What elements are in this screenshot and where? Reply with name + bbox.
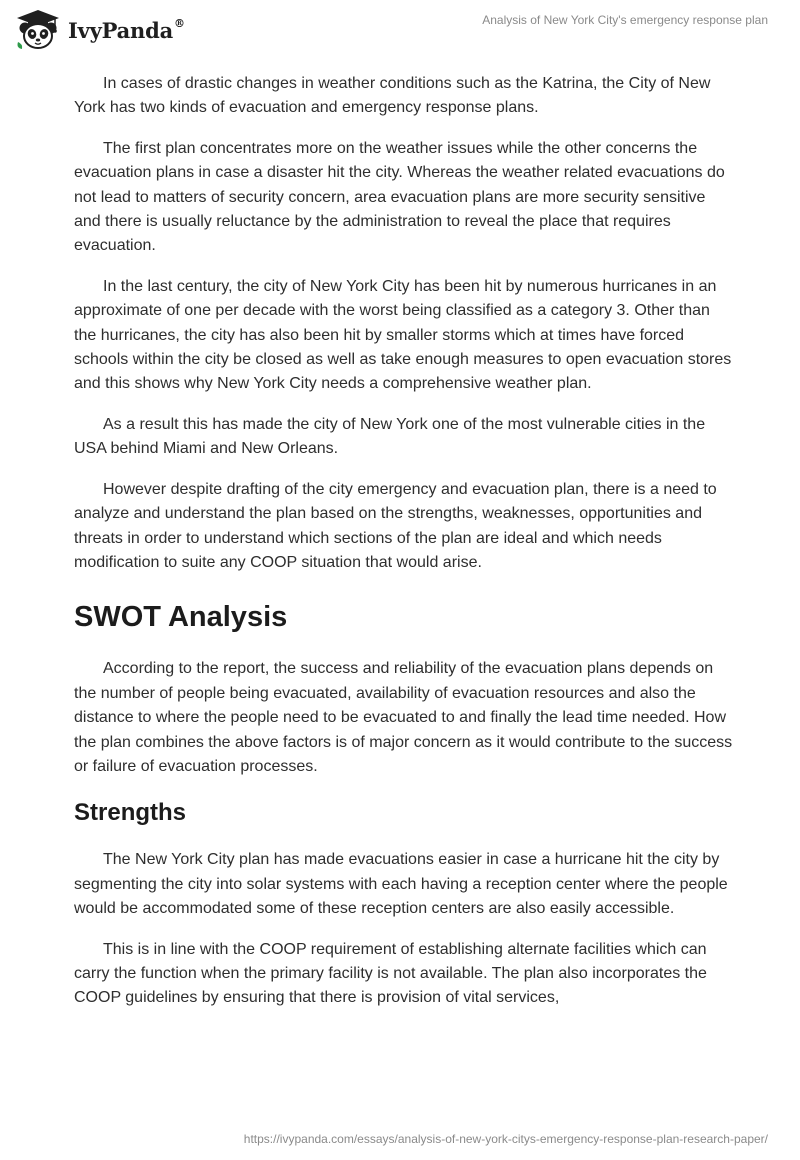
section-heading-swot: SWOT Analysis bbox=[74, 601, 288, 634]
document-title: Analysis of New York City's emergency response plan bbox=[482, 13, 768, 27]
logo-name: IvyPanda bbox=[68, 17, 174, 43]
paragraph: The New York City plan has made evacuations easier in case a hurricane hit the city by segmenting the city into solar systems with each having a reception center where the people would be accommodated some of these reception centers are also easily accessible. bbox=[74, 851, 728, 918]
logo-text bbox=[68, 18, 185, 43]
article-body bbox=[74, 72, 734, 1027]
paragraph: In the last century, the city of New York City has been hit by numerous hurricanes in an approximate of one per decade with the worst being classified as a category 3. Other than the hurricanes, the city has also been hit by smaller storms which at times have forced schools within the city be closed as well as take enough measures to open evacuation stores and this shows why New York City needs a comprehensive weather plan. bbox=[74, 277, 732, 393]
source-url[interactable]: https://ivypanda.com/essays/analysis-of-new-york-citys-emergency-response-plan-research-paper/ bbox=[243, 1132, 768, 1146]
paragraph: In cases of drastic changes in weather conditions such as the Katrina, the City of New York has two kinds of evacuation and emergency response plans. bbox=[74, 75, 711, 117]
registered-mark: ® bbox=[174, 16, 185, 30]
panda-graduate-icon bbox=[14, 8, 62, 50]
paragraph: As a result this has made the city of New York one of the most vulnerable cities in the USA behind Miami and New Orleans. bbox=[74, 415, 706, 458]
logo[interactable] bbox=[14, 8, 185, 50]
page-header bbox=[0, 0, 800, 64]
paragraph: According to the report, the success and reliability of the evacuation plans depends on the number of people being evacuated, availability of evacuation resources and also the distance to where the people need to be evacuated to and finally the lead time needed. How the plan combines the above factors is of major concern as it would contribute to the success or failure of evacuation processes. bbox=[74, 660, 733, 775]
paragraph: The first plan concentrates more on the weather issues while the other concerns the evacuation plans in case a disaster hit the city. Whereas the weather related evacuations do not lead to matters of security concern, area evacuation plans are more security sensitive and there is usually reluctance by the administration to reveal the place that requires evacuation. bbox=[74, 139, 725, 255]
paragraph: This is in line with the COOP requirement of establishing alternate facilities which can carry the function when the primary facility is not available. The plan also incorporates the COOP guidelines by ensuring that there is provision of vital services, bbox=[74, 940, 707, 1007]
paragraph: However despite drafting of the city emergency and evacuation plan, there is a need to analyze and understand the plan based on the strengths, weaknesses, opportunities and threats in order to understand which sections of the plan are ideal and which needs modification to suite any COOP situation that would arise. bbox=[74, 480, 717, 571]
section-heading-strengths: Strengths bbox=[74, 799, 187, 827]
